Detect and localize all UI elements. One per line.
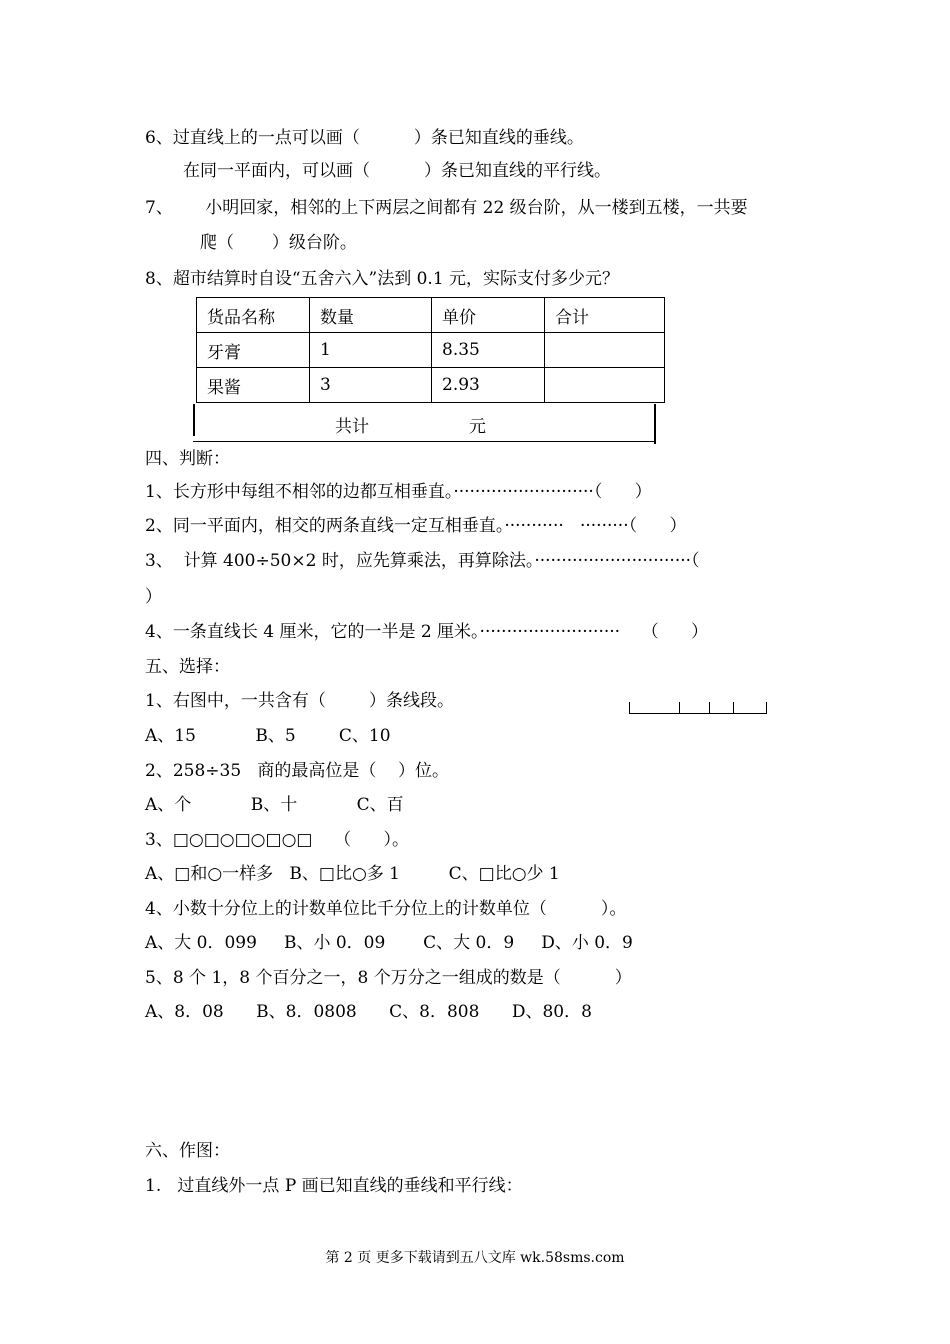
table-cell: 牙膏	[197, 333, 310, 368]
choice-line: 4、小数十分位上的计数单位比千分位上的计数单位（ ）。	[145, 899, 627, 919]
q8-text: 8、超市结算时自设“五舍六入”法到 0.1 元，实际支付多少元？	[145, 269, 620, 289]
draw-title: 六、作图：	[145, 1141, 230, 1161]
total-label: 共计	[335, 417, 369, 437]
q7-line1: 7、 小明回家，相邻的上下两层之间都有 22 级台阶，从一楼到五楼，一共要	[145, 198, 748, 218]
choice-line: 3、□○□○□○□○□ （ ）。	[145, 830, 409, 850]
choice-line: 5、8 个 1，8 个百分之一，8 个万分之一组成的数是（ ）	[145, 968, 632, 988]
judge-item-3-cont: ）	[145, 587, 162, 607]
table-total-left-border	[193, 404, 195, 436]
goods-table	[196, 297, 665, 403]
segment-tick	[709, 702, 710, 714]
judge-title: 四、判断：	[145, 449, 230, 469]
table-header-cell: 数量	[310, 298, 432, 333]
segment-base-line	[629, 713, 767, 714]
q7-line2: 爬（ ）级台阶。	[200, 233, 357, 253]
table-row	[197, 368, 665, 403]
total-unit: 元	[469, 417, 486, 437]
segment-tick	[679, 702, 680, 714]
table-cell: 果酱	[197, 368, 310, 403]
table-header-row	[197, 298, 665, 333]
table-header-cell: 合计	[545, 298, 665, 333]
judge-item-1: 1、长方形中每组不相邻的边都互相垂直。··························（ ）	[145, 482, 652, 502]
choice-line: A、个 B、十 C、百	[145, 795, 404, 815]
segment-tick	[733, 702, 734, 714]
choice-line: A、大 0．099 B、小 0．09 C、大 0．9 D、小 0．9	[145, 933, 633, 953]
table-cell: 8.35	[432, 333, 545, 368]
choice-line: A、8．08 B、8．0808 C、8．808 D、80．8	[145, 1002, 592, 1022]
segment-tick	[629, 702, 630, 714]
table-cell: 3	[310, 368, 432, 403]
table-header-cell: 货品名称	[197, 298, 310, 333]
table-cell: 1	[310, 333, 432, 368]
table-row	[197, 333, 665, 368]
page-footer: 第 2 页 更多下载请到五八文库 wk.58sms.com	[325, 1250, 625, 1266]
choice-title: 五、选择：	[145, 657, 230, 677]
choice-line: 1、右图中，一共含有（ ）条线段。	[145, 691, 455, 711]
line-segment-figure	[629, 700, 767, 714]
choice-line: A、15 B、5 C、10	[145, 726, 391, 746]
choice-line: 2、258÷35 商的最高位是（ ）位。	[145, 761, 449, 781]
draw-item-1: 1. 过直线外一点 P 画已知直线的垂线和平行线：	[145, 1176, 523, 1196]
judge-item-4: 4、一条直线长 4 厘米，它的一半是 2 厘米。·························· （ ）	[145, 622, 709, 642]
table-header-cell: 单价	[432, 298, 545, 333]
q6-line1: 6、过直线上的一点可以画（ ）条已知直线的垂线。	[145, 128, 584, 148]
table-total-right-border	[654, 404, 656, 444]
judge-item-3: 3、 计算 400÷50×2 时，应先算乘法，再算除法。·····························（	[145, 551, 700, 571]
table-cell	[545, 333, 665, 368]
table-cell: 2.93	[432, 368, 545, 403]
q6-line2: 在同一平面内，可以画（ ）条已知直线的平行线。	[183, 161, 612, 181]
choice-line: A、□和○一样多 B、□比○多 1 C、□比○少 1	[145, 864, 560, 884]
table-total-bottom-line	[193, 441, 656, 442]
table-cell	[545, 368, 665, 403]
table-total-row	[193, 408, 656, 442]
judge-item-2: 2、同一平面内，相交的两条直线一定互相垂直。··········· ·········（ ）	[145, 516, 687, 536]
segment-tick	[766, 702, 767, 714]
